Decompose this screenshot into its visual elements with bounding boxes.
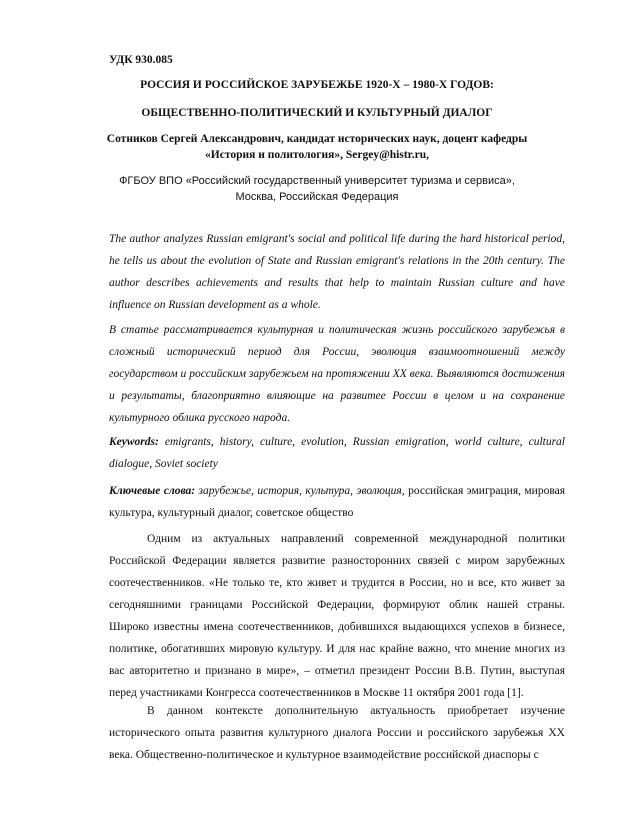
body-paragraph-2: В данном контексте дополнительную актуальность приобретает изучение исторического опыта развития культурного диалога России и российского зарубежья XX века. Общественно-политическое и культурное взаимодействие российской диаспоры с bbox=[109, 705, 565, 761]
title-line-1: РОССИЯ И РОССИЙСКОЕ ЗАРУБЕЖЬЕ 1920-Х – 1980-Х ГОДОВ: bbox=[140, 79, 494, 91]
body-paragraph-1: Одним из актуальных направлений современной международной политики Российской Федерации является развитие разносторонних связей с миром зарубежных соотечественников. «Не только те, кто живет и трудится в России, но и все, кто живет за сегодняшними границами Российской Федерации, формируют облик нашей страны. Широко известны имена соотечественников, добившихся выдающихся успехов в бизнесе, политике, обогативших мировую культуру. И для нас крайне важно, что мнение многих из вас авторитетно и признано в мире», – отметил президент России В.В. Путин, выступая перед участниками Конгресса соотечественников в Москве 11 октября 2001 года [1]. bbox=[109, 533, 565, 699]
abstract-english: The author analyzes Russian emigrant's social and political life during the hard historical period, he tells us about the evolution of State and Russian emigrant's relations in the 20th century. The author describes achievements and results that help to maintain Russian culture and have influence on Russian development as a whole. bbox=[109, 233, 565, 311]
affiliation: ФГБОУ ВПО «Российский государственный университет туризма и сервиса», Москва, Российская Федерация bbox=[119, 175, 515, 203]
udk-code: УДК 930.085 bbox=[109, 54, 173, 66]
keywords-english bbox=[109, 431, 565, 475]
abstract-russian: В статье рассматривается культурная и политическая жизнь российского зарубежья в сложный исторический период для России, эволюция взаимоотношений между государством и российским зарубежьем на протяжении XX века. Выявляются достижения и результаты, благоприятно влияющие на развитее России в целом и на сохранение культурного облика русского народа. bbox=[109, 324, 565, 424]
keywords-russian bbox=[109, 480, 565, 524]
keywords-en-text: emigrants, history, culture, evolution, Russian emigration, world culture, cultural dialogue, Soviet society bbox=[109, 436, 566, 470]
keywords-ru-plain: российская эмиграция, мировая культура, культурный диалог, советское общество bbox=[109, 485, 565, 519]
keywords-ru-label: Ключевые слова: bbox=[109, 485, 196, 497]
title-line-2: ОБЩЕСТВЕННО-ПОЛИТИЧЕСКИЙ И КУЛЬТУРНЫЙ ДИАЛОГ bbox=[141, 107, 493, 119]
author-info: Сотников Сергей Александрович, кандидат исторических наук, доцент кафедры «История и политология», Sergey@histr.ru, bbox=[106, 133, 528, 161]
keywords-en-label: Keywords: bbox=[109, 436, 159, 448]
keywords-ru-italic: зарубежье, история, культура, эволюция, bbox=[198, 485, 405, 497]
